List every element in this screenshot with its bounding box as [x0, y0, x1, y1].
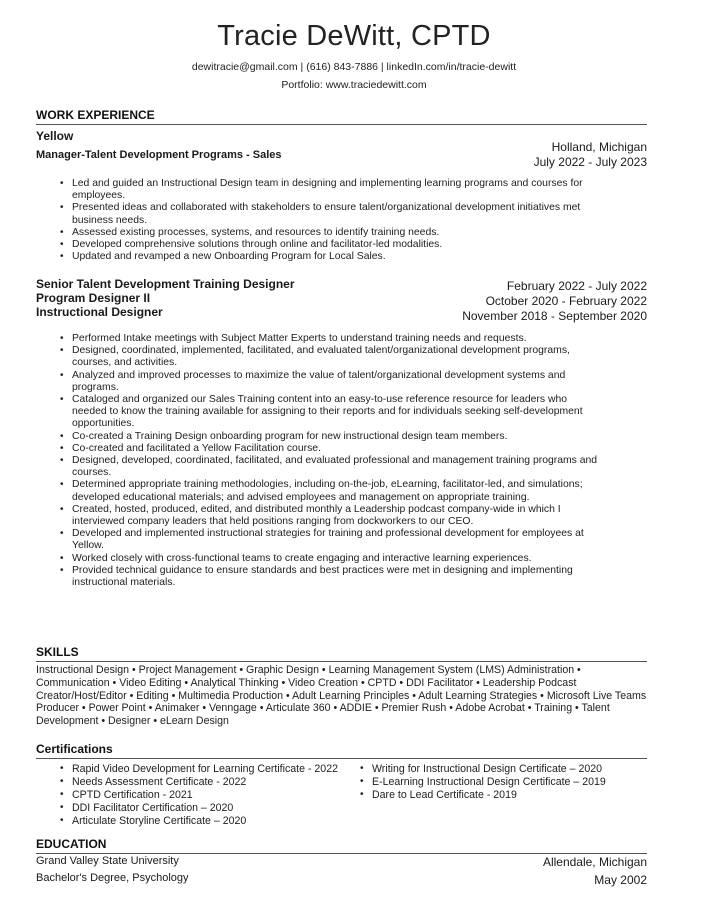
company-name: Yellow — [36, 129, 74, 143]
job2-dates-1: February 2022 - July 2022 — [506, 279, 647, 293]
list-item: • Needs Assessment Certificate - 2022 — [58, 776, 358, 789]
list-item: • Rapid Video Development for Learning Certificate - 2022 — [58, 763, 358, 776]
job1-bullets — [58, 178, 604, 263]
certifications-right-list — [358, 763, 648, 802]
job2-title-3: Instructional Designer — [36, 305, 163, 319]
certifications-left-list — [58, 763, 358, 828]
candidate-name: Tracie DeWitt, CPTD — [217, 20, 491, 52]
list-item: • Created, hosted, produced, edited, and distributed monthly a Leadership podcast company-wide in which I interviewed company leaders that held positions ranging from dockworkers to our CEO. — [58, 504, 598, 528]
list-item: • E-Learning Instructional Design Certificate – 2019 — [358, 776, 648, 789]
list-item: • Performed Intake meetings with Subject Matter Experts to understand training needs and requests. — [58, 333, 598, 345]
list-item: • Worked closely with cross-functional teams to create engaging and interactive learning experiences. — [58, 553, 598, 565]
certifications-heading: Certifications — [36, 742, 647, 759]
list-item: • Assessed existing processes, systems, and resources to identify training needs. — [58, 227, 604, 239]
list-item: • Articulate Storyline Certificate – 2020 — [58, 815, 358, 828]
job1-location: Holland, Michigan — [551, 140, 647, 154]
portfolio-line: Portfolio: www.traciedewitt.com — [281, 79, 427, 91]
list-item: • Determined appropriate training methodologies, including on-the-job, eLearning, facilitator-led, and simulations; developed educational materials; and advised employees and management on appropriate training. — [58, 479, 598, 503]
list-item: • Dare to Lead Certificate - 2019 — [358, 789, 648, 802]
list-item: • Provided technical guidance to ensure standards and best practices were met in designing and implementing instructional materials. — [58, 565, 598, 589]
work-experience-heading: WORK EXPERIENCE — [36, 108, 647, 125]
list-item: • CPTD Certification - 2021 — [58, 789, 358, 802]
job2-title-2: Program Designer II — [36, 291, 151, 305]
job2-dates-2: October 2020 - February 2022 — [485, 294, 647, 308]
job2-bullets — [58, 333, 598, 589]
education-school: Grand Valley State University — [36, 855, 179, 867]
contact-line: dewitracie@gmail.com | (616) 843-7886 | linkedIn.com/in/tracie-dewitt — [191, 61, 517, 73]
list-item: • Cataloged and organized our Sales Training content into an easy-to-use reference resource for leaders who needed to know the training available for assigning to their reports and for individuals seeking self-development opportunities. — [58, 394, 598, 431]
list-item: • DDI Facilitator Certification – 2020 — [58, 802, 358, 815]
job1-title: Manager-Talent Development Programs - Sales — [36, 149, 282, 161]
list-item: • Developed and implemented instructional strategies for training and professional development for employees at Yellow. — [58, 528, 598, 552]
list-item: • Writing for Instructional Design Certificate – 2020 — [358, 763, 648, 776]
education-location: Allendale, Michigan — [542, 855, 647, 869]
list-item: • Developed comprehensive solutions through online and facilitator-led modalities. — [58, 239, 604, 251]
skills-heading: SKILLS — [36, 645, 647, 662]
list-item: • Updated and revamped a new Onboarding Program for Local Sales. — [58, 251, 604, 263]
job2-title-1: Senior Talent Development Training Designer — [36, 277, 295, 291]
education-heading: EDUCATION — [36, 837, 647, 854]
education-degree: Bachelor's Degree, Psychology — [36, 872, 189, 884]
list-item: • Designed, developed, coordinated, facilitated, and evaluated professional and management training programs and courses. — [58, 455, 598, 479]
job2-dates-3: November 2018 - September 2020 — [462, 309, 647, 323]
job1-dates: July 2022 - July 2023 — [533, 155, 647, 169]
list-item: • Analyzed and improved processes to maximize the value of talent/organizational development systems and programs. — [58, 370, 598, 394]
education-date: May 2002 — [594, 873, 647, 887]
list-item: • Co-created and facilitated a Yellow Facilitation course. — [58, 443, 598, 455]
list-item: • Co-created a Training Design onboarding program for new instructional design team members. — [58, 431, 598, 443]
skills-text: Instructional Design • Project Management • Graphic Design • Learning Management System (LMS) Administration • Communication • Video Editing • Analytical Thinking • Video Creation • CPTD • DDI Facilitator • Leadership Podcast Creator/Host/Editor • Editing • Multimedia Production • Adult Learning Principles • Adult Learning Strategies • Microsoft Live Teams Producer • Power Point • Animaker • Venngage • Articulate 360 • ADDIE • Premier Rush • Adobe Acrobat • Training • Talent Development • Designer • eLearn Design — [36, 664, 647, 728]
list-item: • Designed, coordinated, implemented, facilitated, and evaluated talent/organizational development programs, courses, and activities. — [58, 345, 598, 369]
list-item: • Led and guided an Instructional Design team in designing and implementing learning programs and courses for employees. — [58, 178, 604, 202]
list-item: • Presented ideas and collaborated with stakeholders to ensure talent/organizational development initiatives met business needs. — [58, 202, 604, 226]
